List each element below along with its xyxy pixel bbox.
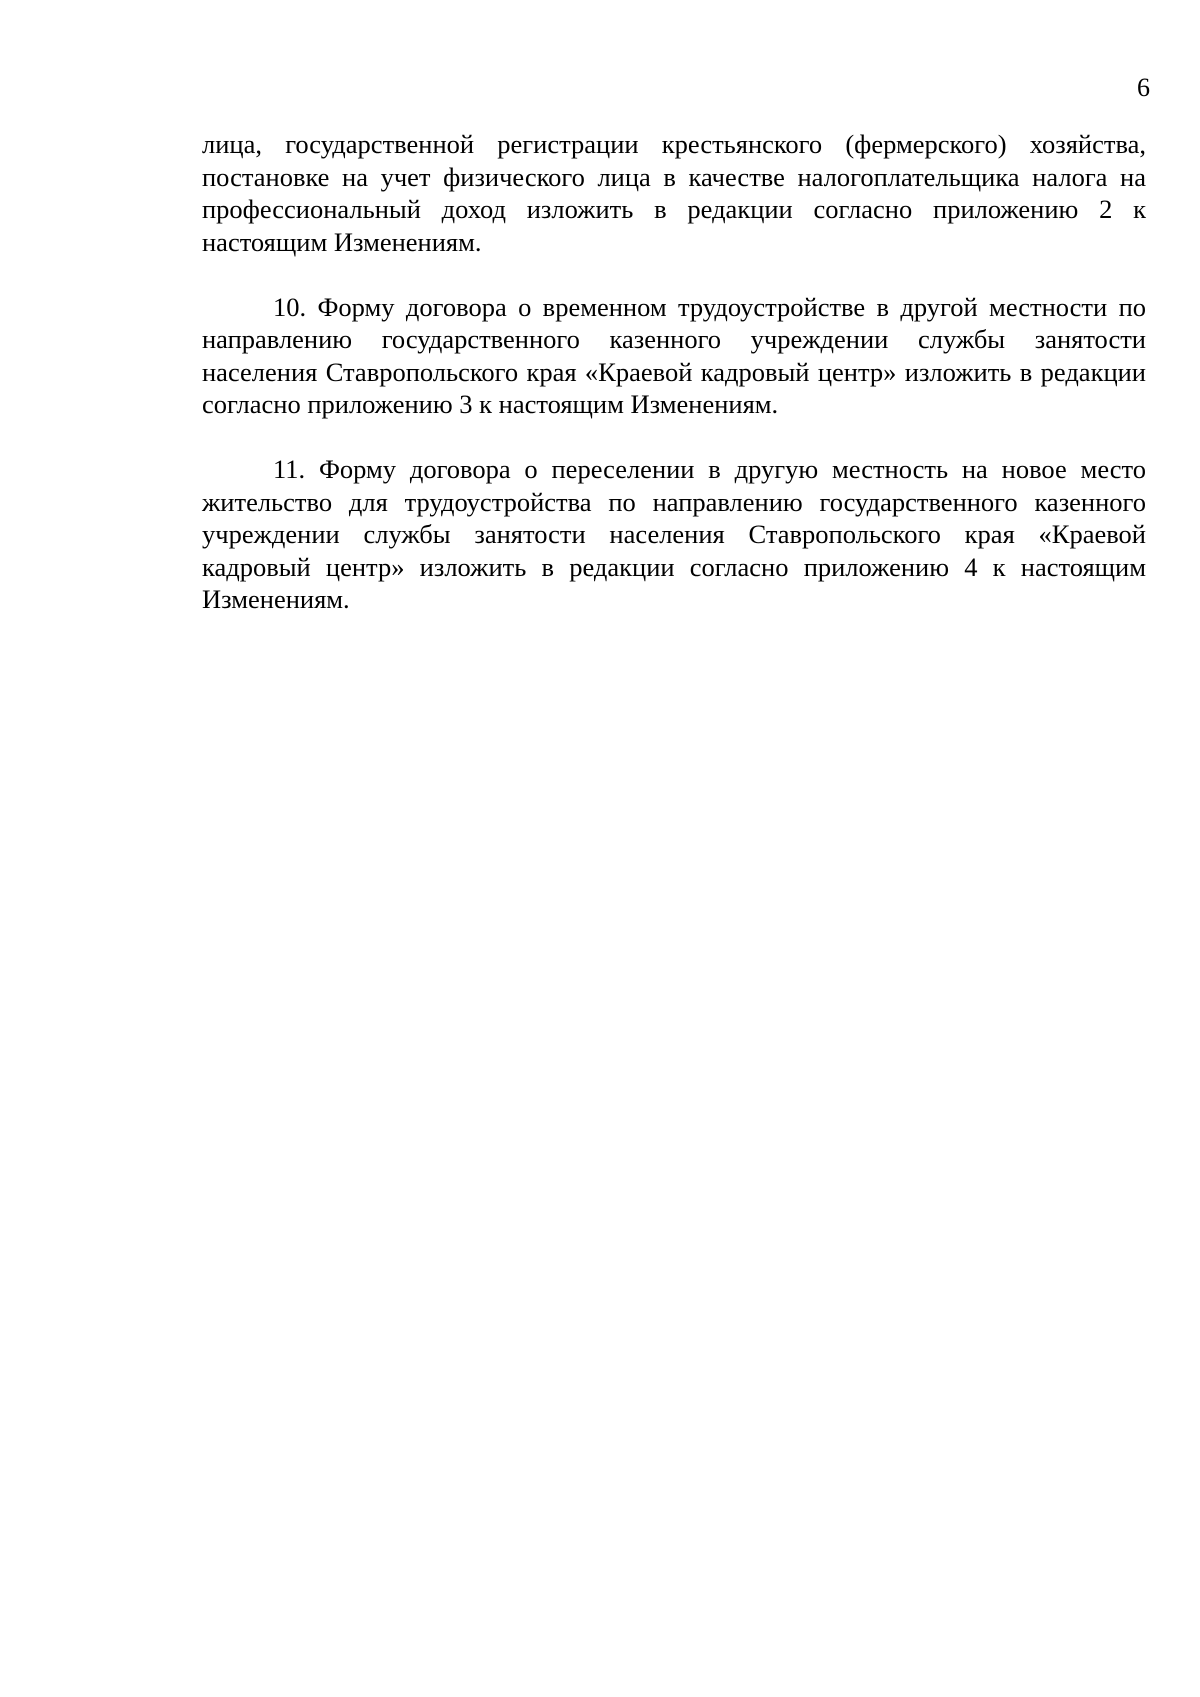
paragraph-continuation: лица, государственной регистрации крестьянского (фермерского) хозяйства, постановке на учет физического лица в качестве налогоплательщика налога на профессиональный доход изложить в редакции согласно приложению 2 к настоящим Изменениям. (202, 129, 1146, 257)
paragraph-gap (202, 258, 1146, 291)
paragraph-item-11: 11. Форму договора о переселении в другую местность на новое место жительство для трудоустройства по направлению государственного казенного учреждении службы занятости населения Ставропольского края «Краевой кадровый центр» изложить в редакции согласно приложению 4 к настоящим Изменениям. (202, 454, 1146, 614)
page-number: 6 (1137, 73, 1150, 102)
document-body (202, 128, 1146, 616)
paragraph-gap (202, 421, 1146, 454)
paragraph-item-10: 10. Форму договора о временном трудоустройстве в другой местности по направлению государственного казенного учреждении службы занятости населения Ставропольского края «Краевой кадровый центр» изложить в редакции согласно приложению 3 к настоящим Изменениям. (202, 291, 1146, 419)
